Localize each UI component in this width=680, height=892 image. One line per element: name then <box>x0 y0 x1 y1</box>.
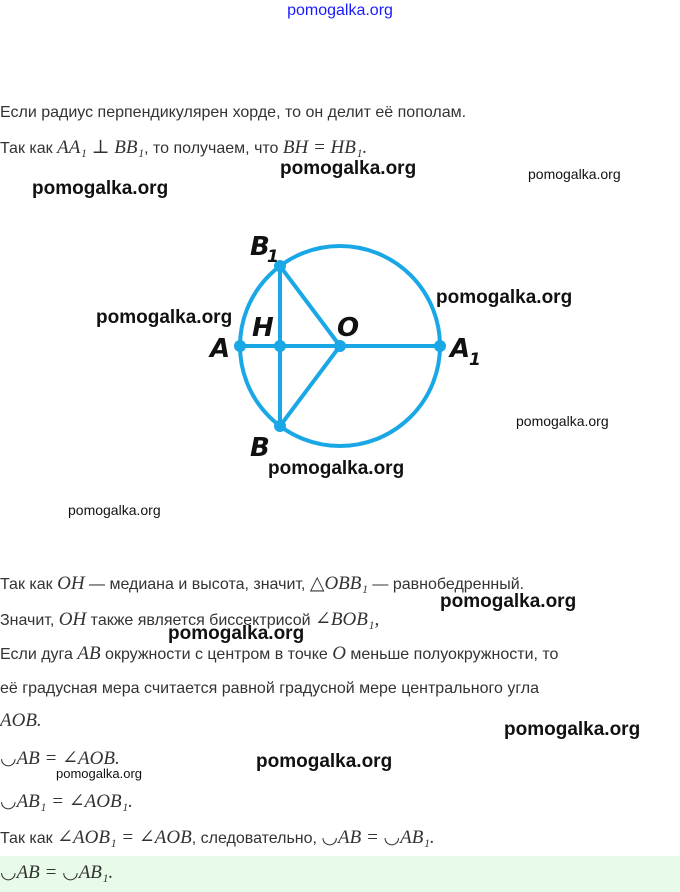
watermark: pomogalka.org <box>32 178 169 199</box>
answer-box <box>0 856 680 892</box>
math-triangle-obb1: △OBB₁ <box>309 573 368 594</box>
text-fragment: Так как <box>0 140 58 157</box>
circle-diagram <box>200 225 500 465</box>
text-fragment: Так как <box>0 576 58 593</box>
segment-ob1 <box>280 266 340 346</box>
text-line-6: её градусная мера считается равной градусной мере центрального угла <box>0 680 540 697</box>
watermark: pomogalka.org <box>96 307 233 328</box>
watermark: pomogalka.org <box>436 287 573 308</box>
watermark: pomogalka.org <box>280 158 417 179</box>
text-line-10 <box>0 826 435 849</box>
point-a <box>234 340 246 352</box>
label-b1: B <box>250 232 270 262</box>
segment-ob <box>280 346 340 426</box>
math-aob: AOB. <box>0 710 42 731</box>
point-b <box>274 420 286 432</box>
math-arcs-equal: ◡AB = ◡AB₁. <box>321 827 435 848</box>
text-line-9 <box>0 790 133 813</box>
watermark: pomogalka.org <box>168 623 305 644</box>
math-angle-bob1: ∠BOB₁, <box>314 609 380 630</box>
label-o: O <box>337 313 360 343</box>
text-fragment: , следовательно, <box>191 830 322 847</box>
math-arc-ab1-equals-angle: ◡AB₁ = ∠AOB₁. <box>0 791 133 812</box>
watermark: pomogalka.org <box>68 502 161 518</box>
point-h <box>274 340 286 352</box>
point-a1 <box>434 340 446 352</box>
watermark: pomogalka.org <box>440 591 577 612</box>
label-h: H <box>252 313 274 343</box>
label-b1-subscript: 1 <box>267 247 279 267</box>
math-oh: OH <box>58 609 87 630</box>
watermark: pomogalka.org <box>528 166 621 182</box>
text-line-5 <box>0 643 558 665</box>
site-link[interactable]: pomogalka.org <box>287 2 393 19</box>
text-line-7 <box>0 710 42 732</box>
math-oh: OH <box>57 573 85 594</box>
label-a1: A <box>450 334 471 364</box>
math-ab: AB <box>77 643 101 664</box>
watermark: pomogalka.org <box>516 413 609 429</box>
math-arc-ab-equals-angle: ◡AB = ∠AOB. <box>0 748 120 769</box>
text-fragment: Значит, <box>0 612 59 629</box>
watermark: pomogalka.org <box>504 719 641 740</box>
label-a1-subscript: 1 <box>469 350 481 370</box>
text-fragment: Если дуга <box>0 646 78 663</box>
text-fragment: меньше полуокружности, то <box>345 646 559 663</box>
math-o: O <box>332 643 346 664</box>
math-bh-equals-hb1: BH = HB₁. <box>282 137 368 158</box>
watermark: pomogalka.org <box>56 766 142 781</box>
watermark: pomogalka.org <box>268 458 405 479</box>
text-fragment: — медиана и высота, значит, <box>84 576 310 593</box>
math-perpendicular: AA₁ ⊥ BB₁ <box>57 137 145 158</box>
text-fragment: , то получаем, что <box>144 140 283 157</box>
label-b: B <box>250 433 270 463</box>
answer-text: ◡AB = ◡AB₁. <box>0 862 114 883</box>
text-line-1: Если радиус перпендикулярен хорде, то он делит её пополам. <box>0 104 467 121</box>
text-fragment: окружности с центром в точке <box>100 646 333 663</box>
text-line-2 <box>0 136 367 159</box>
watermark: pomogalka.org <box>256 751 393 772</box>
text-fragment: — равнобедренный. <box>367 576 525 593</box>
label-a: A <box>210 334 231 364</box>
math-angles-equal: ∠AOB₁ = ∠AOB <box>57 827 192 848</box>
text-fragment: Так как <box>0 830 58 847</box>
text-fragment: также является биссектрисой <box>86 612 315 629</box>
